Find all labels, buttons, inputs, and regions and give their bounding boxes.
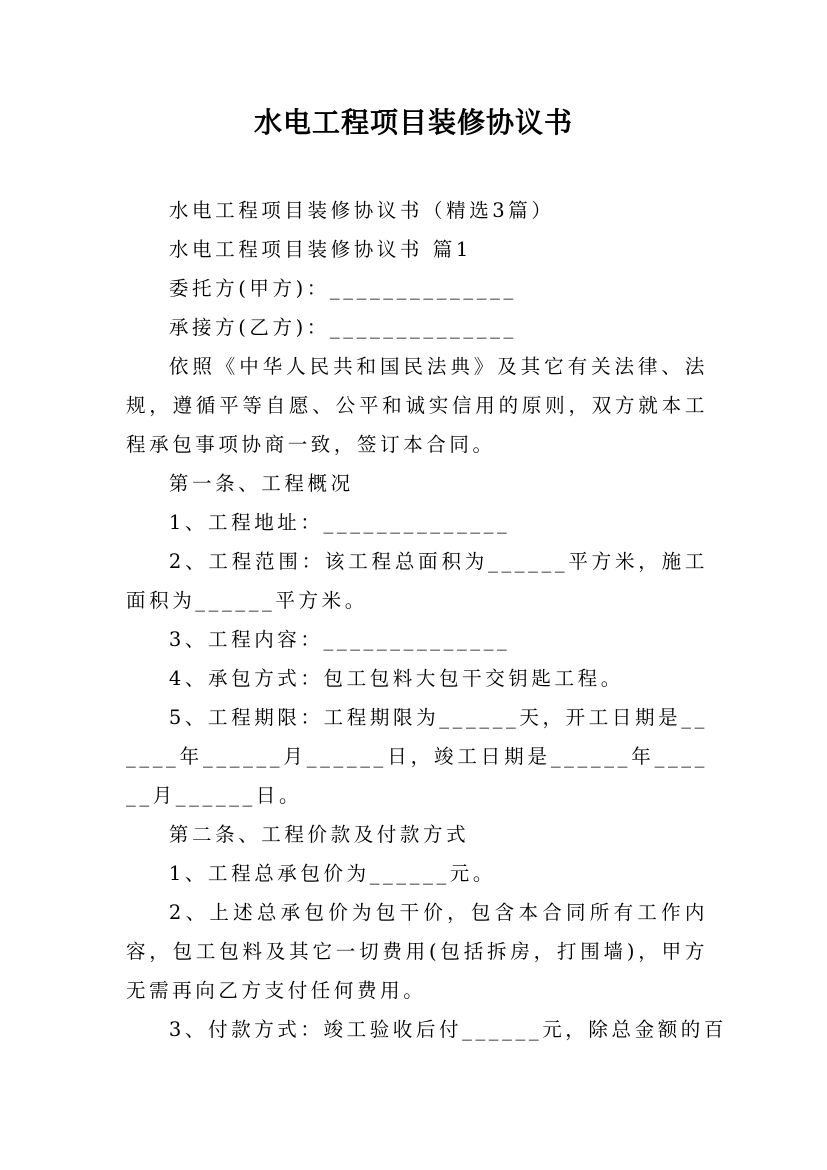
paragraph-price-terms: 2、上述总承包价为包干价，包含本合同所有工作内容，包工包料及其它一切费用(包括拆房，打围墙)，甲方无需再向乙方支付任何费用。	[126, 901, 708, 1002]
paragraph-project-period: 5、工程期限：工程期限为______天，开工日期是______年______月______日，竣工日期是______年______月______日。	[126, 706, 708, 807]
paragraph-contract-method: 4、承包方式：包工包料大包干交钥匙工程。	[168, 667, 624, 690]
document-body	[126, 191, 727, 1049]
paragraph-total-price: 1、工程总承包价为______元。	[168, 862, 496, 885]
paragraph-party-b: 承接方(乙方)：______________	[168, 316, 517, 339]
paragraph-subtitle: 水电工程项目装修协议书（精选3篇）	[168, 199, 555, 222]
paragraph-project-address: 1、工程地址：______________	[168, 511, 511, 534]
paragraph-section-heading: 水电工程项目装修协议书 篇1	[168, 238, 472, 261]
paragraph-project-scope: 2、工程范围：该工程总面积为______平方米，施工面积为______平方米。	[126, 550, 708, 612]
paragraph-preamble: 依照《中华人民共和国民法典》及其它有关法律、法规，遵循平等自愿、公平和诚实信用的原则，双方就本工程承包事项协商一致，签订本合同。	[126, 355, 708, 456]
paragraph-project-content: 3、工程内容：______________	[168, 628, 511, 651]
paragraph-party-a: 委托方(甲方)：______________	[168, 277, 517, 300]
paragraph-payment-method: 3、付款方式：竣工验收后付______元，除总金额的百	[168, 1018, 727, 1041]
paragraph-article-2-heading: 第二条、工程价款及付款方式	[168, 823, 470, 846]
paragraph-article-1-heading: 第一条、工程概况	[168, 472, 354, 495]
document-title: 水电工程项目装修协议书	[253, 106, 573, 139]
